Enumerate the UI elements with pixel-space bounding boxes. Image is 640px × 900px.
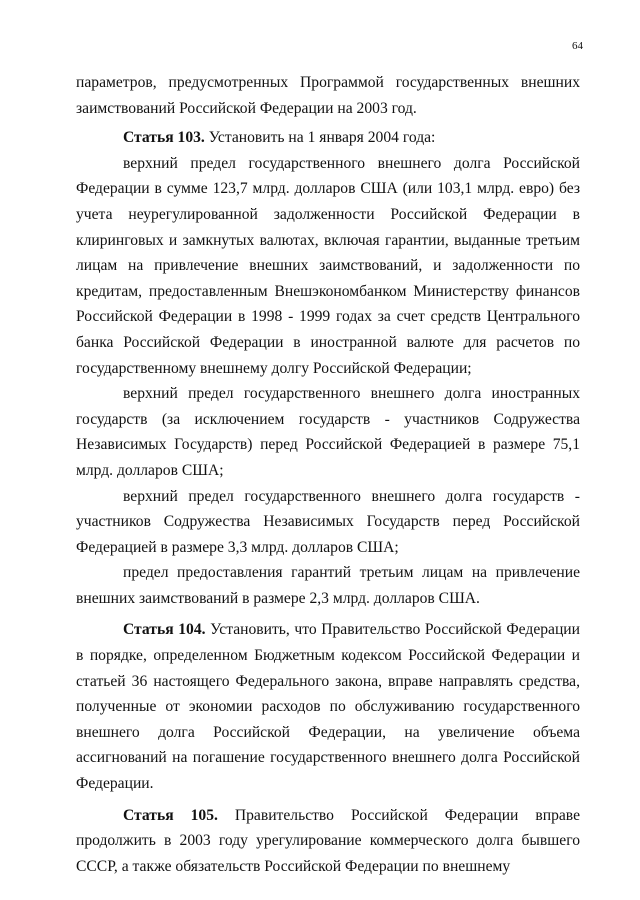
page-body (76, 70, 580, 879)
article-105 (76, 803, 580, 880)
paragraph-text: Установить, что Правительство Российской Федерации в порядке, определенном Бюджетным кодексом Российской Федерации и статьей 36 настоящего Федерального закона, вправе направлять средства, полученные от экономии расходов по обслуживанию государственного внешнего долга Российской Федерации, на увеличение объема ассигнований на погашение государственного внешнего долга Российской Федерации. (76, 621, 580, 793)
paragraph-foreign-states-debt (76, 381, 580, 483)
paragraph-text: параметров, предусмотренных Программой государственных внешних заимствований Российской Федерации на 2003 год. (76, 74, 580, 117)
paragraph-cis-states-debt (76, 484, 580, 561)
page-number: 64 (572, 40, 583, 52)
article-title: Статья 103. (123, 129, 205, 147)
article-104 (76, 617, 580, 796)
paragraph-guarantees-limit (76, 560, 580, 611)
article-103-heading (76, 125, 580, 151)
paragraph-text: верхний предел государственного внешнего долга государств - участников Содружества Независимых Государств перед Российской Федерацией в размере 3,3 млрд. долларов США; (76, 487, 580, 556)
article-title: Статья 105. (123, 806, 218, 824)
article-title: Статья 104. (123, 621, 206, 639)
paragraph-text: Правительство Российской Федерации вправе продолжить в 2003 году урегулирование коммерческого долга бывшего СССР, а также обязательств Российской Федерации по внешнему (76, 806, 580, 875)
paragraph-text: предел предоставления гарантий третьим лицам на привлечение внешних заимствований в размере 2,3 млрд. долларов США. (76, 564, 580, 607)
paragraph-text: верхний предел государственного внешнего долга Российской Федерации в сумме 123,7 млрд. долларов США (или 103,1 млрд. евро) без учета неурегулированной задолженности Российской Федерации в клиринговых и замкнутых валютах, включая гарантии, выданные третьим лицам на привлечение внешних заимствований, и задолженности по кредитам, предоставленным Внешэкономбанком Министерству финансов Российской Федерации в 1998 - 1999 годах за счет средств Центрального банка Российской Федерации в иностранной валюте для расчетов по государственному внешнему долгу Российской Федерации; (76, 154, 580, 377)
paragraph-external-debt-limit (76, 151, 580, 381)
paragraph-continuation (76, 70, 580, 121)
paragraph-text: Установить на 1 января 2004 года: (204, 129, 436, 147)
paragraph-text: верхний предел государственного внешнего долга иностранных государств (за исключением государств - участников Содружества Независимых Государств) перед Российской Федерацией в размере 75,1 млрд. долларов США; (76, 385, 580, 479)
